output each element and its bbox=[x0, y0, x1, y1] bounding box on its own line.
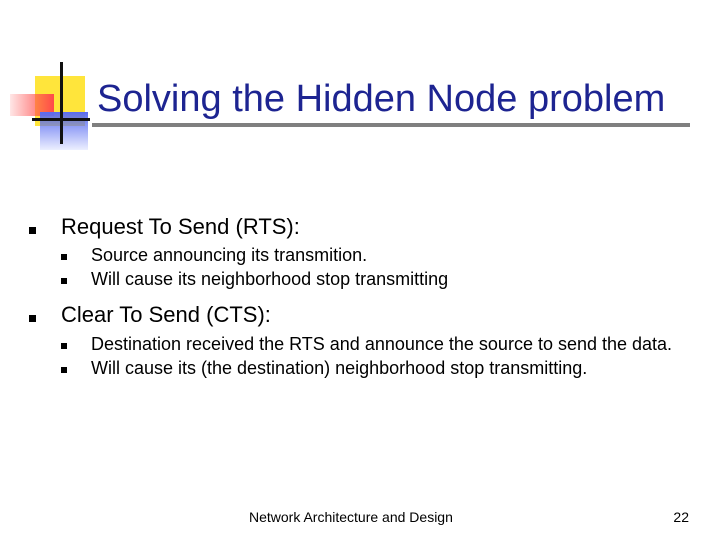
sub-bullet-list bbox=[61, 245, 699, 290]
sub-bullet-text: Source announcing its transmition. bbox=[91, 245, 368, 266]
square-bullet-icon bbox=[61, 278, 67, 284]
square-bullet-icon bbox=[61, 367, 67, 373]
sub-bullet-list bbox=[61, 334, 699, 379]
sub-bullet bbox=[61, 245, 699, 266]
square-bullet-icon bbox=[61, 343, 67, 349]
title-decoration-horizontal-line bbox=[32, 118, 90, 121]
sub-bullet-text: Destination received the RTS and announce the source to send the data. bbox=[91, 333, 673, 354]
title-decoration-vertical-line bbox=[60, 62, 63, 144]
bullet-cts bbox=[29, 302, 699, 378]
sub-bullet bbox=[61, 269, 699, 290]
slide-title: Solving the Hidden Node problem bbox=[97, 78, 666, 120]
sub-bullet-text: Will cause its neighborhood stop transmitting bbox=[91, 269, 449, 290]
sub-bullet bbox=[61, 334, 699, 355]
title-underline bbox=[92, 123, 690, 127]
bullet-list bbox=[29, 214, 699, 379]
bullet-text: Request To Send (RTS): bbox=[61, 214, 300, 239]
bullet-text: Clear To Send (CTS): bbox=[61, 302, 271, 328]
bullet-rts bbox=[29, 214, 699, 290]
square-bullet-icon bbox=[29, 315, 36, 322]
square-bullet-icon bbox=[29, 227, 36, 234]
slide-number: 22 bbox=[673, 509, 689, 525]
footer-text: Network Architecture and Design bbox=[249, 509, 453, 525]
square-bullet-icon bbox=[61, 254, 67, 260]
sub-bullet-text: Will cause its (the destination) neighborhood stop transmitting. bbox=[91, 357, 588, 378]
sub-bullet bbox=[61, 358, 699, 379]
